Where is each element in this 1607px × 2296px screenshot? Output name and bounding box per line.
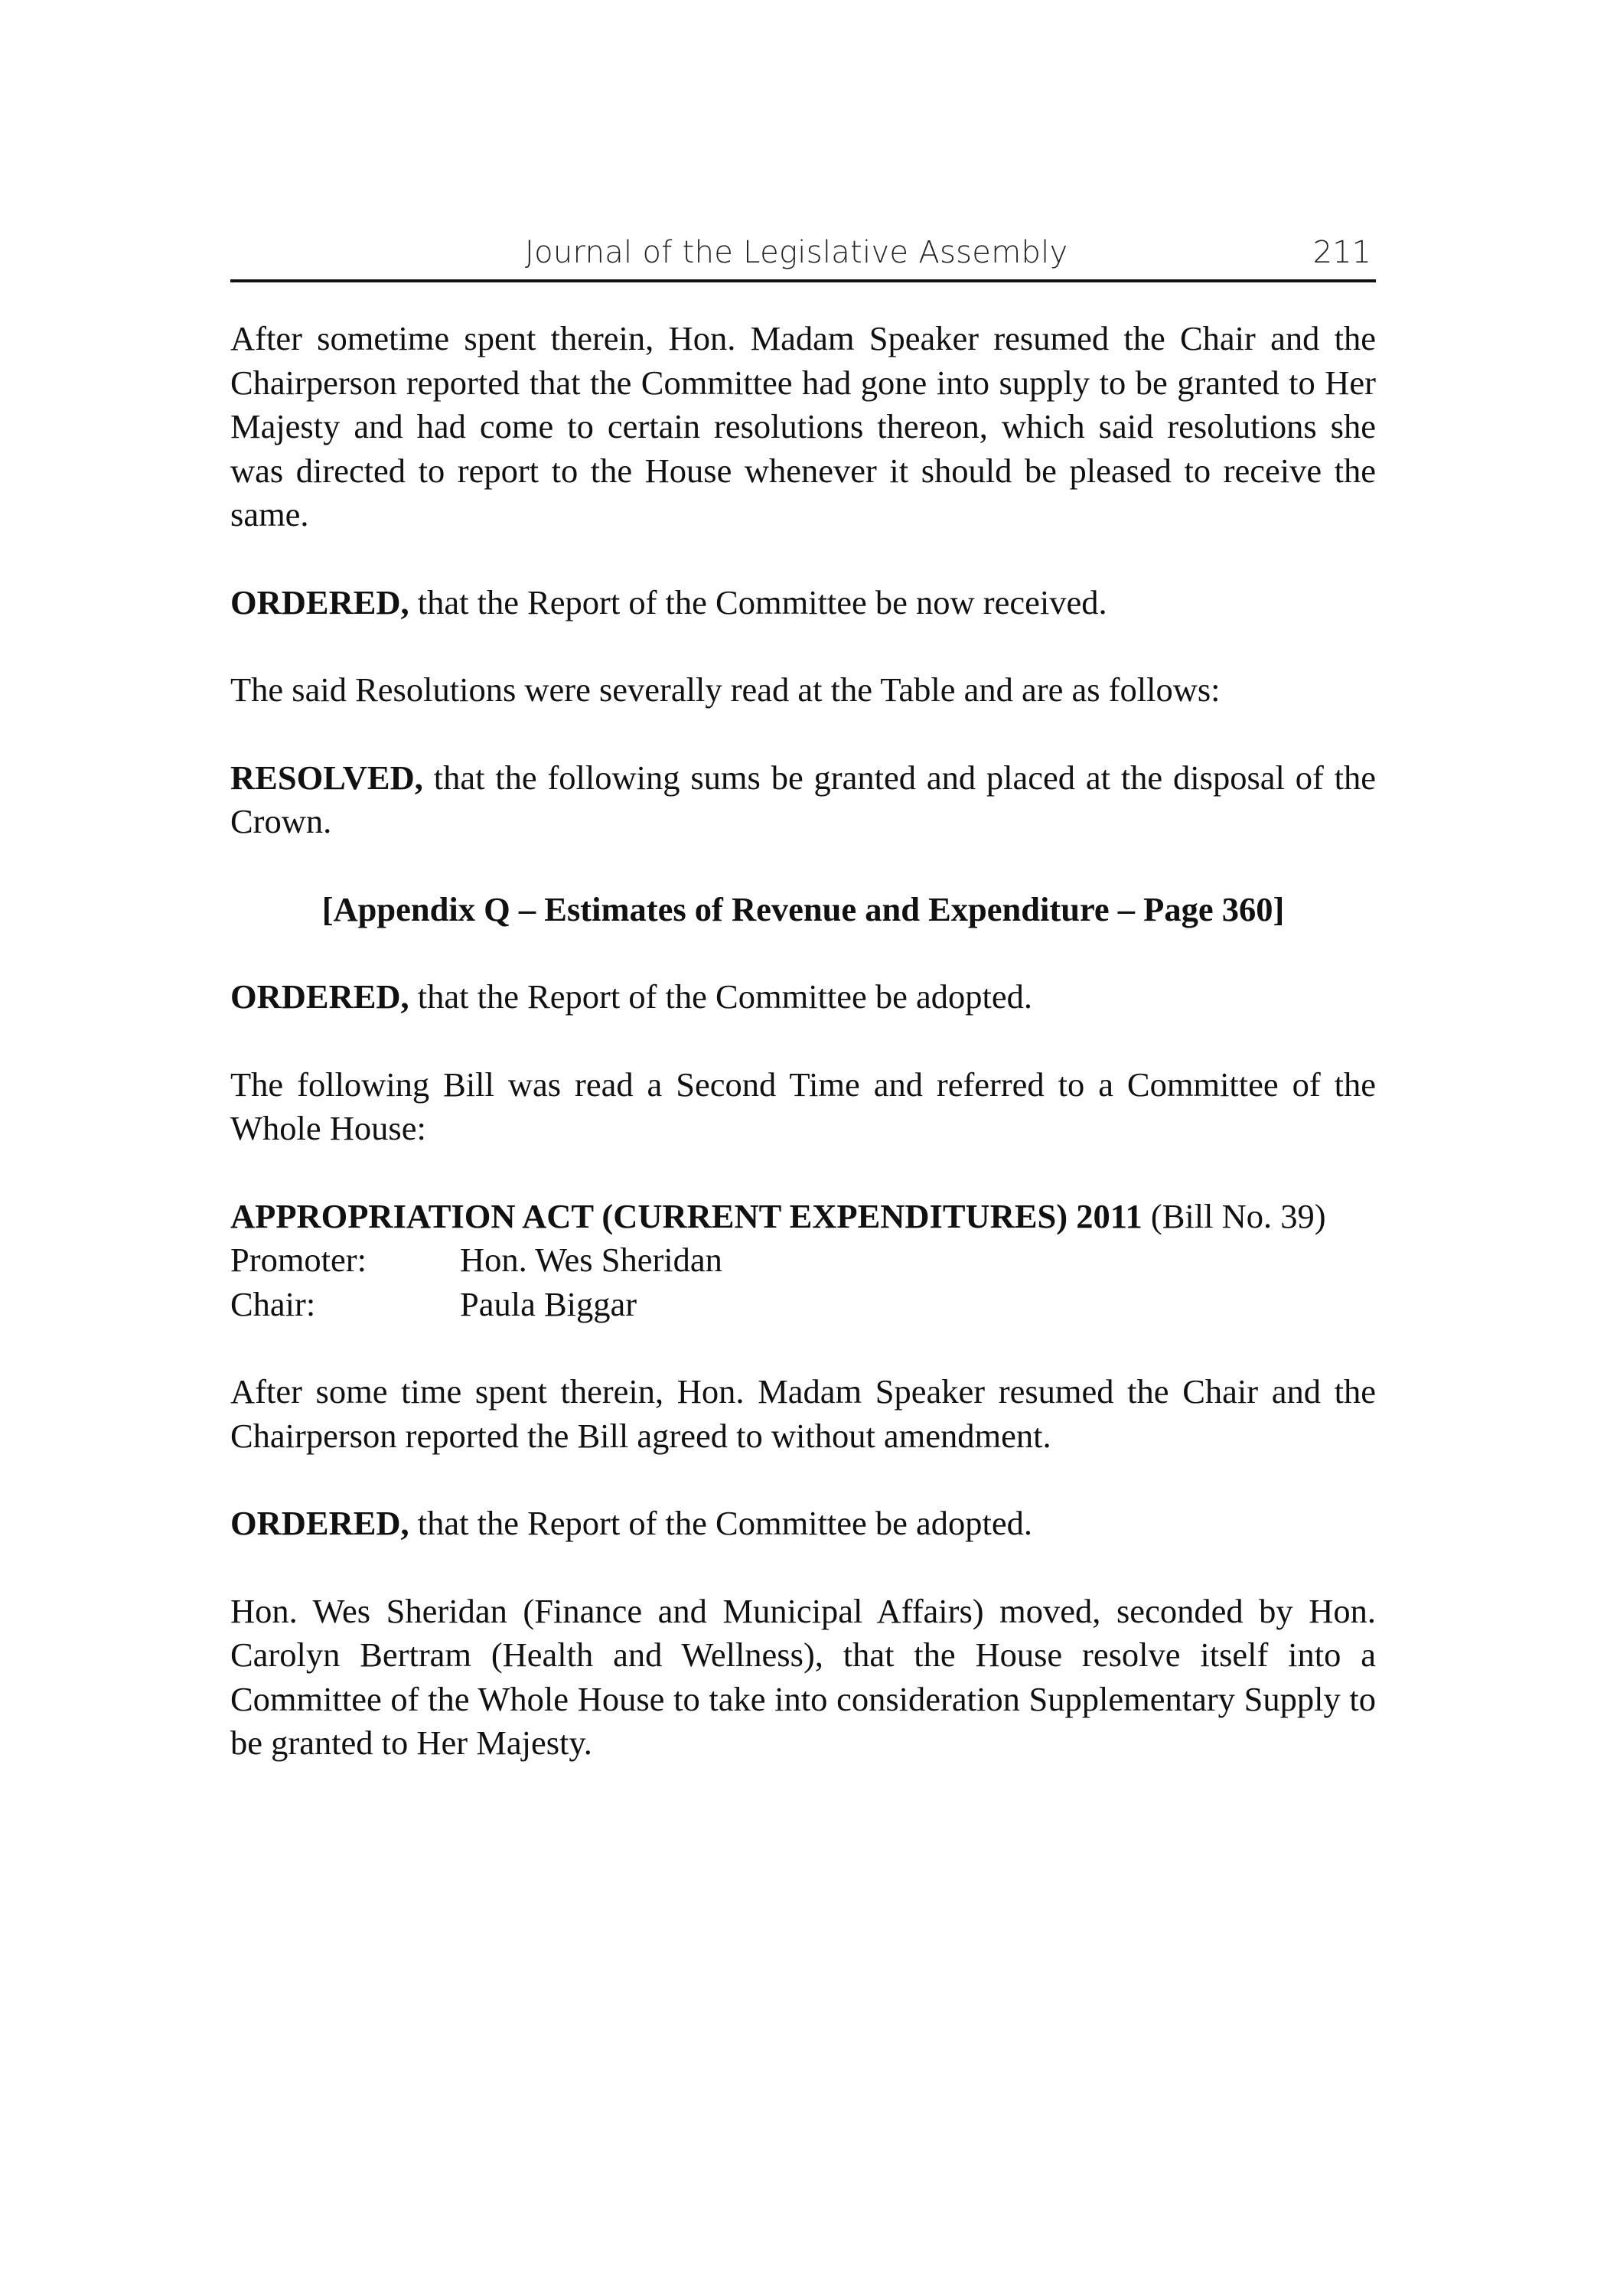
chair-value: Paula Biggar [460, 1284, 637, 1323]
ordered-text: that the Report of the Committee be now received. [409, 582, 1107, 621]
paragraph-supplementary-motion: Hon. Wes Sheridan (Finance and Municipal Affairs) moved, seconded by Hon. Carolyn Bertram (Health and Wellness), that the House resolve itself into a Committee of the Whole House to take into consideration Supplementary Supply to be granted to Her Majesty. [230, 1591, 1376, 1762]
page-number: 211 [1312, 235, 1371, 270]
ordered-label: ORDERED, [230, 1504, 409, 1542]
paragraph-bill-agreed: After some time spent therein, Hon. Madam Speaker resumed the Chair and the Chairperson reported the Bill agreed to without amendment. [230, 1372, 1376, 1455]
paragraph-supply-report: After sometime spent therein, Hon. Madam Speaker resumed the Chair and the Chairperson reported that the Committee had gone into supply to be granted to Her Majesty and had come to certain resolutions thereon, which said resolutions she was directed to report to the House whenever it should be pleased to receive the same. [230, 319, 1376, 533]
bill-number: (Bill No. 39) [1142, 1196, 1326, 1235]
paragraph-resolutions-read: The said Resolutions were severally read at the Table and are as follows: [230, 670, 1221, 709]
promoter-value: Hon. Wes Sheridan [460, 1241, 722, 1279]
paragraph-resolved [230, 756, 1376, 844]
bill-details [230, 1238, 1376, 1326]
chair-row [230, 1283, 1376, 1327]
ordered-text: that the Report of the Committee be adopted. [409, 1504, 1033, 1542]
promoter-row [230, 1238, 1376, 1283]
resolved-label: RESOLVED, [230, 758, 423, 797]
ordered-text: that the Report of the Committee be adopted. [409, 977, 1033, 1016]
chair-label: Chair: [230, 1284, 316, 1323]
ordered-label: ORDERED, [230, 582, 409, 621]
paragraph-ordered-received [230, 581, 1376, 625]
promoter-label: Promoter: [230, 1241, 367, 1279]
running-header [230, 233, 1376, 282]
paragraph-ordered-adopted-2 [230, 1502, 1376, 1546]
paragraph-second-reading: The following Bill was read a Second Time and referred to a Committee of the Whole House: [230, 1065, 1376, 1147]
header-title: Journal of the Legislative Assembly [525, 235, 1068, 270]
bill-title: APPROPRIATION ACT (CURRENT EXPENDITURES) 2011 [230, 1196, 1143, 1235]
journal-page [230, 233, 1376, 1766]
paragraph-ordered-adopted [230, 975, 1376, 1019]
ordered-label: ORDERED, [230, 977, 409, 1016]
bill-heading [230, 1195, 1376, 1239]
resolved-text: that the following sums be granted and placed at the disposal of the Crown. [230, 758, 1376, 840]
appendix-reference: [Appendix Q – Estimates of Revenue and Expenditure – Page 360] [321, 889, 1285, 928]
